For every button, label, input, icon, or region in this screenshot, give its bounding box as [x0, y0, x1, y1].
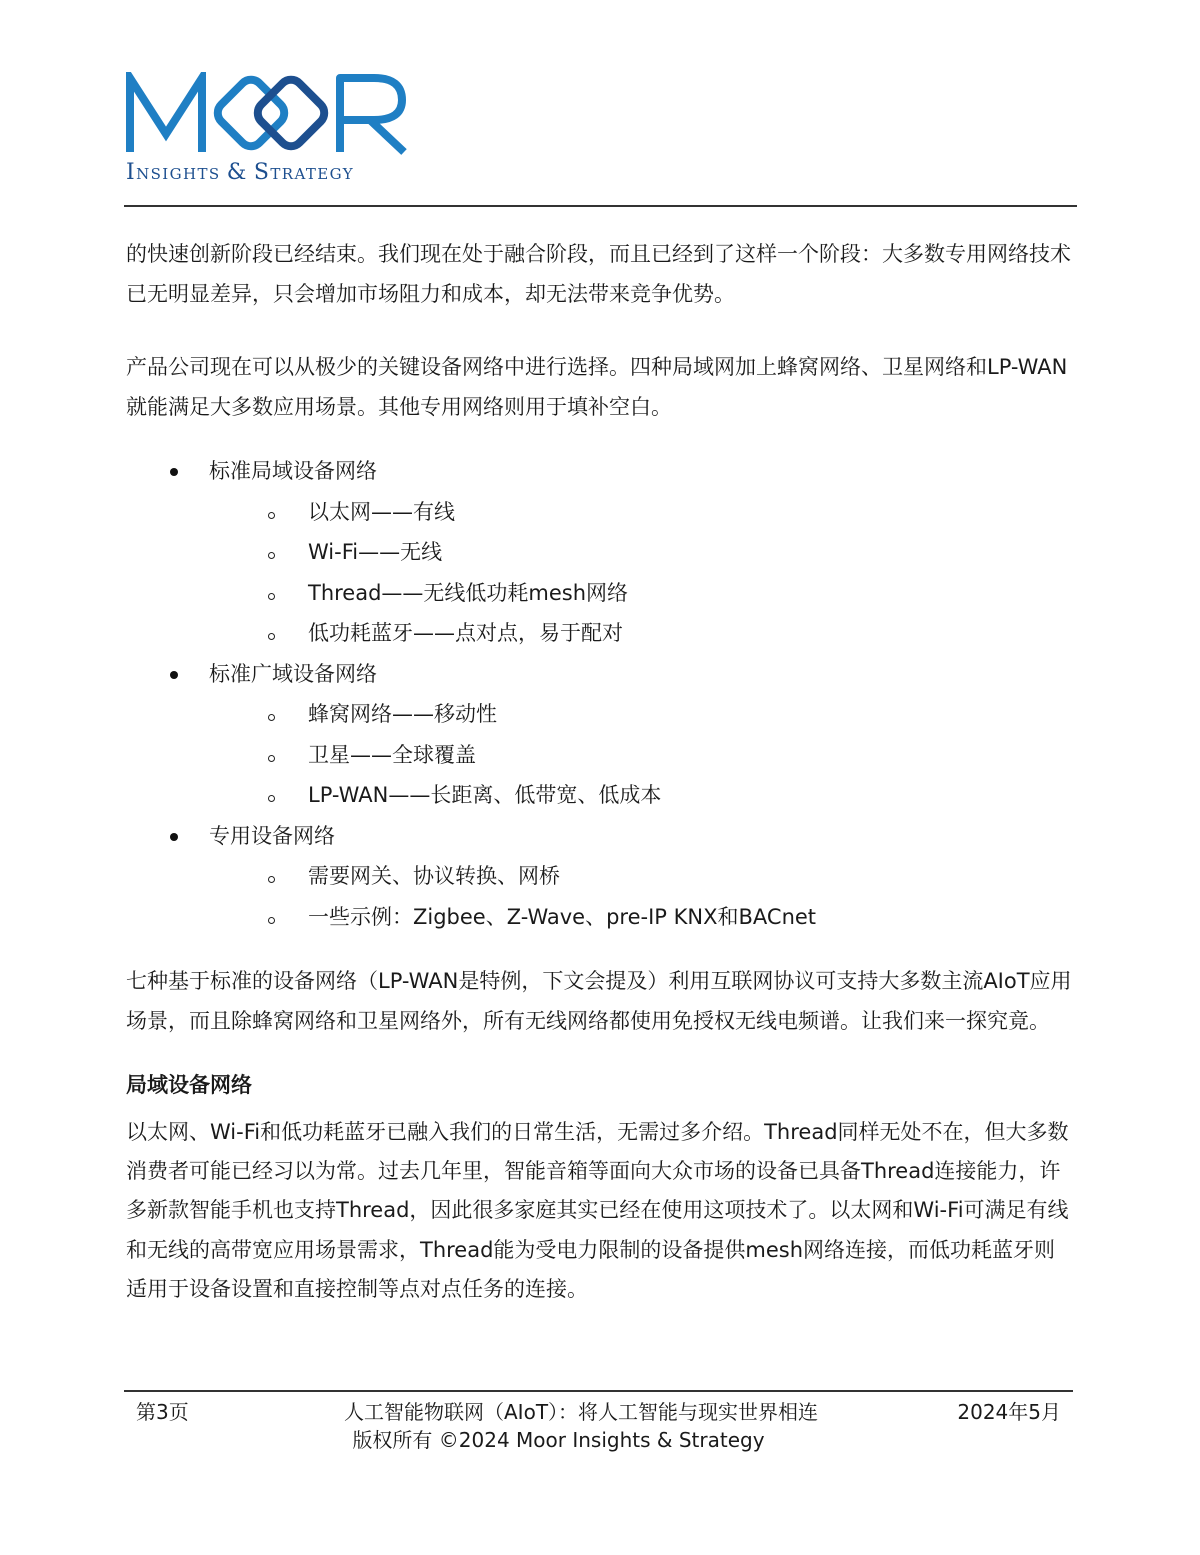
- list-item: [126, 451, 1076, 654]
- sub-list-item-text: 一些示例：Zigbee、Z-Wave、pre-IP KNX和BACnet: [308, 904, 817, 929]
- paragraph: 的快速创新阶段已经结束。我们现在处于融合阶段，而且已经到了这样一个阶段：大多数专用网络技术已无明显差异，只会增加市场阻力和成本，却无法带来竞争优势。: [126, 242, 1071, 306]
- list-item-label: 专用设备网络: [209, 823, 335, 848]
- bullet-icon: [170, 468, 178, 476]
- sub-list-item-text: 以太网——有线: [308, 499, 455, 524]
- sub-list: [209, 856, 1076, 937]
- paragraph: 七种基于标准的设备网络（LP-WAN是特例，下文会提及）利用互联网协议可支持大多数主流AIoT应用场景，而且除蜂窝网络和卫星网络外，所有无线网络都使用免授权无线电频谱。让我们来一探究竟。: [126, 969, 1072, 1033]
- sub-list-item: [209, 856, 1076, 897]
- circle-bullet-icon: [268, 633, 275, 640]
- circle-bullet-icon: [268, 714, 275, 721]
- circle-bullet-icon: [268, 512, 275, 519]
- sub-list-item: [209, 775, 1076, 816]
- sub-list: [209, 694, 1076, 816]
- sub-list-item-text: Wi-Fi——无线: [308, 540, 443, 564]
- sub-list-item: [209, 613, 1076, 654]
- sub-list-item: [209, 735, 1076, 776]
- sub-list-item-text: Thread——无线低功耗mesh网络: [308, 580, 629, 605]
- sub-list-item-text: 蜂窝网络——移动性: [308, 702, 497, 726]
- sub-list-item-text: 低功耗蓝牙——点对点，易于配对: [308, 621, 623, 645]
- sub-list-item-text: LP-WAN——长距离、低带宽、低成本: [308, 783, 662, 807]
- document-title: 人工智能物联网（AIoT）：将人工智能与现实世界相连: [344, 1400, 819, 1424]
- footer-divider: [124, 1390, 1073, 1392]
- bullet-icon: [170, 671, 178, 679]
- section-heading: 局域设备网络: [126, 1073, 252, 1097]
- logo-tagline: INSIGHTS & STRATEGY: [126, 160, 355, 185]
- circle-bullet-icon: [268, 917, 275, 924]
- publish-date: 2024年5月: [957, 1400, 1061, 1424]
- list-item: [126, 654, 1076, 816]
- sub-list: [209, 492, 1076, 654]
- sub-list-item: [209, 492, 1076, 533]
- header-divider: [124, 205, 1077, 207]
- list-item-label: 标准广域设备网络: [209, 661, 377, 686]
- sub-list-item: [209, 897, 1076, 938]
- paragraph: 以太网、Wi-Fi和低功耗蓝牙已融入我们的日常生活，无需过多介绍。Thread同样无处不在，但大多数消费者可能已经习以为常。过去几年里，智能音箱等面向大众市场的设备已具备Thread连接能力，许多新款智能手机也支持Thread，因此很多家庭其实已经在使用这项技术了。以太网和Wi-Fi可满足有线和无线的高带宽应用场景需求，Thread能为受电力限制的设备提供mesh网络连接，而低功耗蓝牙则适用于设备设置和直接控制等点对点任务的连接。: [126, 1120, 1069, 1301]
- circle-bullet-icon: [268, 795, 275, 802]
- list-item: [126, 816, 1076, 938]
- page-footer: [124, 1394, 1073, 1453]
- circle-bullet-icon: [268, 876, 275, 883]
- sub-list-item-text: 需要网关、协议转换、网桥: [308, 864, 560, 888]
- circle-bullet-icon: [268, 593, 275, 600]
- sub-list-item: [209, 532, 1076, 573]
- sub-list-item: [209, 694, 1076, 735]
- sub-list-item: [209, 573, 1076, 614]
- page-number: 第3页: [136, 1400, 189, 1424]
- bullet-icon: [170, 833, 178, 841]
- moor-logo: [126, 72, 408, 190]
- document-body: [126, 234, 1076, 1309]
- network-list: [126, 451, 1076, 937]
- circle-bullet-icon: [268, 552, 275, 559]
- sub-list-item-text: 卫星——全球覆盖: [308, 742, 476, 767]
- copyright-notice: 版权所有 ©2024 Moor Insights & Strategy: [352, 1428, 765, 1452]
- list-item-label: 标准局域设备网络: [209, 459, 377, 483]
- moor-wordmark-icon: [126, 72, 408, 156]
- paragraph: 产品公司现在可以从极少的关键设备网络中进行选择。四种局域网加上蜂窝网络、卫星网络和LP-WAN就能满足大多数应用场景。其他专用网络则用于填补空白。: [126, 355, 1068, 419]
- circle-bullet-icon: [268, 755, 275, 762]
